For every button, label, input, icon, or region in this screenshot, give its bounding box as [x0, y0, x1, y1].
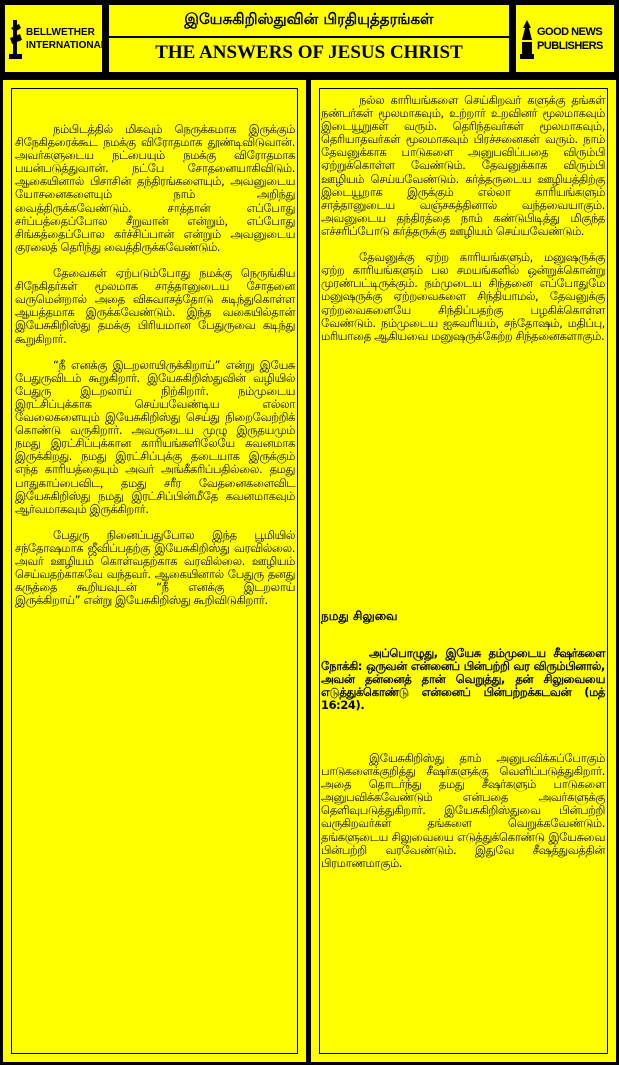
bellwether-sheep-icon	[9, 18, 23, 60]
right-column-text-bottom	[321, 752, 605, 883]
left-paragraph-1: நம்பிடத்தில் மிகவும் நெருக்கமாக இருக்கும் சிநேகிதரைக்கூட நமக்கு விரோதமாக தூண்டிவிடுவான். அவர்களுடைய நட்பையும் நமக்கு விரோதமாக பயன்படுத்துவான். நட்பே சோதனையாகிவிடும். ஆகையினால் பிசாசின் தந்திரங்களையும், அவனுடைய யோசனைகளையும் நாம் அறிந்து வைத்திருக்கவேண்டும். சாத்தான் எப்போது சர்ப்பத்தைப்போல சீறுவான் என்றும், எப்போது சிங்கத்தைப்போல கர்ச்சிப்பான் என்றும் அவனுடைய குரலைத் தெரிந்து வைத்திருக்கவேண்டும்.	[15, 122, 295, 254]
title-tamil: இயேசுகிறிஸ்துவின் பிரதியுத்தரங்கள்	[109, 10, 509, 38]
bellwether-line1: BELLWETHER	[26, 26, 95, 38]
left-column-text	[15, 123, 295, 621]
verse-text: அப்பொழுது, இயேசு தம்முடைய சீஷர்களை நோக்கி: ஒருவன் என்னைப் பின்பற்றி வர விரும்பினால், அவன் தன்னைத் தான் வெறுத்து, தன் சிலுவையை எடுத்துக்கொண்டு என்னைப் பின்பற்றக்கடவன் (மத் 16:24).	[321, 646, 605, 713]
bible-verse	[321, 647, 605, 726]
page-title-box	[107, 3, 511, 74]
right-paragraph-2: தேவனுக்கு ஏற்ற காரியங்களும், மனுஷருக்கு ஏற்ற காரியங்களும் பல சமயங்களில் ஒன்றுக்கொன்று முரண்பட்டிருக்கும். நம்முடைய சிந்தனை எப்போதுமே மனுஷருக்கு ஏற்றவைகளை சிந்தியாமல், தேவனுக்கு ஏற்றவைகளையே சிந்திப்பதற்கு பழகிக்கொள்ள வேண்டும். நம்முடைய ஐசுவரியம், சந்தோஷம், மதிப்பு, மரியாதை ஆகியவை மனுஷருக்கேற்ற சிந்தனைகளாகும்.	[321, 250, 605, 343]
right-column-text-top	[321, 94, 605, 356]
bellwether-line2: INTERNATIONAL	[26, 39, 107, 51]
title-english: THE ANSWERS OF JESUS CHRIST	[155, 42, 463, 63]
section-heading: நமது சிலுவை	[321, 609, 398, 623]
good-news-line1: GOOD NEWS	[537, 25, 603, 38]
left-paragraph-3: “நீ எனக்கு இடறலாயிருக்கிறாய்” என்று இயேசு பேதுருவிடம் கூறுகிறார். இயேசுகிறிஸ்துவின் வழியில் பேதுரு இடறலாய் நிற்கிறார். நம்முடைய இரட்சிப்புக்காக செய்யவேண்டிய எல்லா வேலைகளையும் இயேசுகிறிஸ்து செய்து நிறைவேற்றிக் கொண்டு வருகிறார். அவருடைய முழு இருதயமும் நமது இரட்சிப்புக்கான காரியங்களிலேயே கவனமாக இருக்கிறது. நமது இரட்சிப்புக்கு தடையாக இருக்கும் எந்த காரியத்தையும் அவர் அங்கீகரிப்பதில்லை. தமது பாதுகாப்பைவிட, தமது சரீர வேதனைகளைவிட இயேசுகிறிஸ்து நமது இரட்சிப்பின்மீதே கவனமாகவும் ஆர்வமாகவும் இருக்கிறார்.	[15, 357, 295, 516]
left-paragraph-4: பேதுரு நினைப்பதுபோல இந்த பூமியில் சந்தோஷமாக ஜீவிப்பதற்கு இயேசுகிறிஸ்து வரவில்லை. அவர் ஊழியம் கொள்வதற்காக வரவில்லை. ஊழியம் செய்வதற்காகவே வந்தவர். ஆகையினால் பேதுரு தனது கருத்தை கூறியவுடன் “நீ எனக்கு இடறலாய் இருக்கிறாய்” என்று இயேசுகிறிஸ்து கூறிவிடுகிறார்.	[15, 527, 295, 608]
left-paragraph-2: தேவைகள் ஏற்படும்போது நமக்கு நெருங்கிய சிநேகிதர்கள் மூலமாக சாத்தானுடைய சோதனை வருமென்றால் அதை விசுவாசத்தோடு கடிந்துகொள்ள ஆயத்தமாக இருக்கவேண்டும். இந்த வகையில்தான் இயேசுகிறிஸ்து தமக்கு பிரியமான பேதுருவை கடிந்து கூறுகிறார்.	[15, 266, 295, 346]
right-paragraph-1: நல்ல காரியங்களை செய்கிறவர் களுக்கு தங்கள் நண்பர்கள் மூலமாகவும், உற்றார் உறவினர் மூலமாகவும் இடையூறுகள் வரும். தெரிந்தவர்கள் மூலமாகவும், தெரியாதவர்கள் மூலமாகவும் பிரச்சனைகள் வரும். நாம் தேவனுக்காக பாடுகளை அனுபவிப்பதை விரும்பி ஏற்றுக்கொள்ள வேண்டும். தேவனுக்காக விரும்பி ஊழியம் செய்யவேண்டும். கர்த்தருடைய ஊழியத்திற்கு இடையூறாக இருக்கும் எல்லா காரியங்களும் சாத்தானுடைய வஞ்சகத்தினால் வந்தவையாகும். அவனுடைய தந்திரத்தை நாம் கண்டுபிடித்து மிகுந்த எச்சரிப்போடு கர்த்தருக்கு ஊழியம் செய்யவேண்டும்.	[321, 93, 605, 238]
good-news-line2: PUBLISHERS	[537, 39, 603, 52]
right-column	[311, 80, 616, 1062]
bellwether-logo	[3, 3, 107, 74]
good-news-logo	[514, 3, 616, 74]
left-column	[3, 80, 306, 1062]
right-paragraph-3: இயேசுகிறிஸ்து தாம் அனுபவிக்கப்போகும் பாடுகளைக்குறித்து சீஷர்களுக்கு வெளிப்படுத்துகிறார். அதை தொடர்ந்து தமது சீஷர்களும் பாடுகளை அனுபவிக்கவேண்டும் என்பதை அவர்களுக்கு தெளிவுபடுத்துகிறார். இயேசுகிறிஸ்துவை பின்பற்றி வருகிறவர்கள் தங்களை வெறுக்கவேண்டும். தங்களுடைய சிலுவையை எடுத்துக்கொண்டு இயேசுவை பின்பற்றி வரவேண்டும். இதுவே சீஷத்துவத்தின் பிரமாணமாகும்.	[321, 751, 605, 870]
good-news-tower-icon	[520, 18, 534, 60]
